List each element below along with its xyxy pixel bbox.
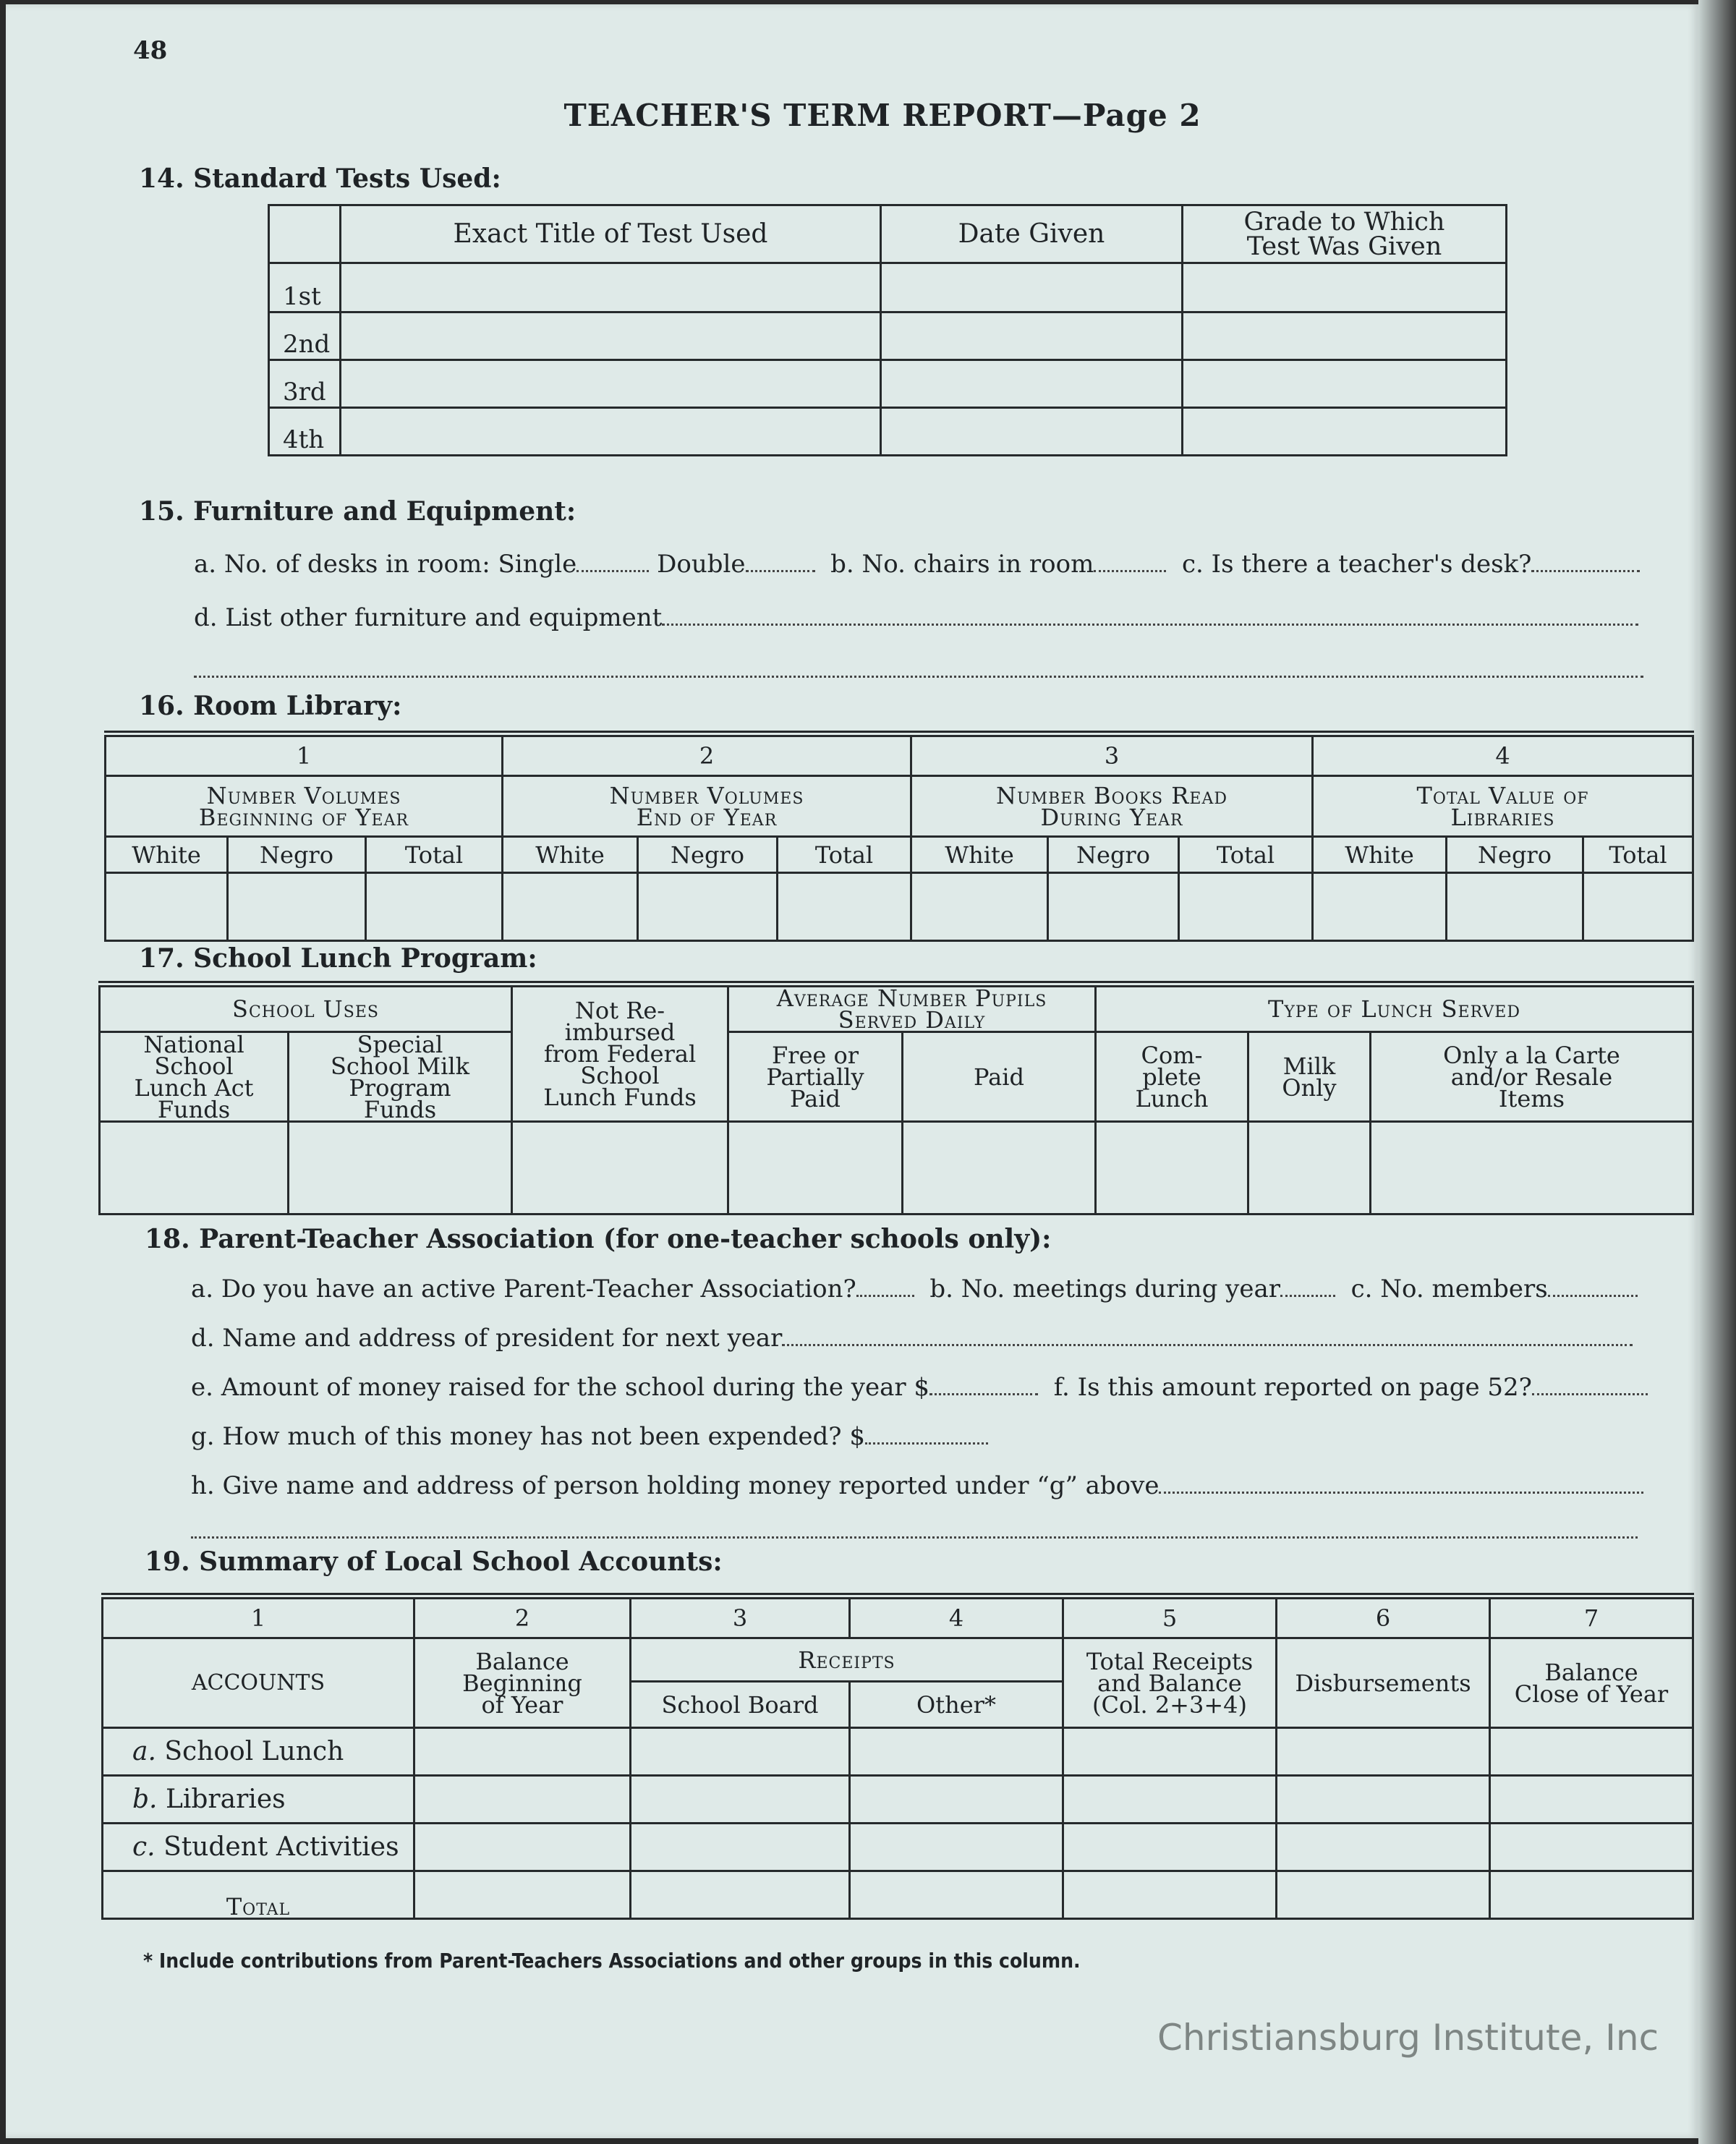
library-cell[interactable]: [1179, 873, 1313, 941]
complete-lunch-header: Com- plete Lunch: [1096, 1032, 1248, 1122]
account-total-cell[interactable]: [1490, 1871, 1693, 1919]
account-cell[interactable]: [414, 1728, 631, 1776]
library-cell[interactable]: [503, 873, 638, 941]
library-cell[interactable]: [911, 873, 1048, 941]
col-num: 1: [103, 1599, 414, 1638]
library-cell[interactable]: [1048, 873, 1179, 941]
page-edge: [1698, 0, 1736, 2144]
white-header: White: [106, 837, 228, 873]
total-row-label: Total: [103, 1871, 414, 1919]
test-row-label: 1st: [269, 263, 341, 312]
col-num: 5: [1063, 1599, 1277, 1638]
teacher-desk-field[interactable]: [1531, 551, 1640, 572]
president-field[interactable]: [782, 1325, 1633, 1346]
books-read-header: Number Books Read During Year: [911, 776, 1313, 837]
account-row-label: a. School Lunch: [103, 1728, 414, 1776]
lunch-cell[interactable]: [1096, 1122, 1248, 1214]
test-row-label: 3rd: [269, 360, 341, 408]
page-number: 48: [133, 36, 168, 65]
date-cell[interactable]: [881, 408, 1183, 456]
library-cell[interactable]: [638, 873, 778, 941]
total-value-header: Total Value of Libraries: [1313, 776, 1693, 837]
white-header: White: [503, 837, 638, 873]
grade-cell[interactable]: [1183, 360, 1507, 408]
money-holder-field[interactable]: [1159, 1473, 1643, 1494]
account-cell[interactable]: [1490, 1824, 1693, 1871]
grade-header: Grade to Which Test Was Given: [1183, 205, 1507, 263]
lunch-cell[interactable]: [512, 1122, 728, 1214]
date-cell[interactable]: [881, 312, 1183, 360]
col-num: 3: [631, 1599, 850, 1638]
volumes-end-header: Number Volumes End of Year: [503, 776, 911, 837]
section-17-heading: 17. School Lunch Program:: [139, 943, 537, 974]
account-cell[interactable]: [850, 1776, 1063, 1824]
negro-header: Negro: [638, 837, 778, 873]
account-total-cell[interactable]: [1277, 1871, 1490, 1919]
free-partial-header: Free or Partially Paid: [728, 1032, 903, 1122]
section-19-heading: 19. Summary of Local School Accounts:: [145, 1547, 723, 1577]
date-cell[interactable]: [881, 263, 1183, 312]
school-board-header: School Board: [631, 1682, 850, 1728]
account-cell[interactable]: [1277, 1728, 1490, 1776]
balance-close-header: Balance Close of Year: [1490, 1638, 1693, 1728]
negro-header: Negro: [1447, 837, 1583, 873]
section-14-heading: 14. Standard Tests Used:: [139, 163, 501, 194]
other-furniture-line: d. List other furniture and equipment: [194, 603, 1638, 632]
account-cell[interactable]: [1063, 1728, 1277, 1776]
col-num: 1: [106, 736, 503, 776]
account-cell[interactable]: [631, 1824, 850, 1871]
test-title-cell[interactable]: [341, 312, 881, 360]
library-cell[interactable]: [1313, 873, 1447, 941]
chairs-field[interactable]: [1094, 551, 1166, 572]
paid-header: Paid: [903, 1032, 1096, 1122]
lunch-cell[interactable]: [1371, 1122, 1693, 1214]
white-header: White: [911, 837, 1048, 873]
col-num: 4: [850, 1599, 1063, 1638]
col-num: 7: [1490, 1599, 1693, 1638]
account-cell[interactable]: [850, 1824, 1063, 1871]
account-cell[interactable]: [850, 1728, 1063, 1776]
lunch-cell[interactable]: [728, 1122, 903, 1214]
test-row-label: 4th: [269, 408, 341, 456]
lunch-cell[interactable]: [1248, 1122, 1371, 1214]
test-title-cell[interactable]: [341, 408, 881, 456]
account-total-cell[interactable]: [850, 1871, 1063, 1919]
not-reimbursed-header: Not Re- imbursed from Federal School Lunch Funds: [512, 987, 728, 1122]
disbursements-header: Disbursements: [1277, 1638, 1490, 1728]
total-header: Total: [1179, 837, 1313, 873]
rule: [98, 981, 1694, 983]
watermark: Christiansburg Institute, Inc: [1157, 2017, 1659, 2059]
pta-line-h: h. Give name and address of person holding money reported under “g” above: [191, 1471, 1643, 1500]
accounts-table: [101, 1597, 1694, 1920]
col-num: 2: [503, 736, 911, 776]
money-holder-field-2[interactable]: [191, 1536, 1638, 1539]
other-furniture-field-2[interactable]: [194, 676, 1643, 678]
col-num: 3: [911, 736, 1313, 776]
test-title-cell[interactable]: [341, 263, 881, 312]
a-la-carte-header: Only a la Carte and/or Resale Items: [1371, 1032, 1693, 1122]
other-header: Other*: [850, 1682, 1063, 1728]
rule: [101, 1593, 1694, 1595]
account-cell[interactable]: [1490, 1776, 1693, 1824]
section-18-heading: 18. Parent-Teacher Association (for one-teacher schools only):: [145, 1224, 1052, 1254]
national-lunch-header: National School Lunch Act Funds: [100, 1032, 289, 1122]
date-cell[interactable]: [881, 360, 1183, 408]
desks-line: a. No. of desks in room: Single Double b. No. chairs in room c. Is there a teacher's desk?: [194, 550, 1640, 579]
negro-header: Negro: [1048, 837, 1179, 873]
pta-line-a: a. Do you have an active Parent-Teacher Association? b. No. meetings during year c. No. members: [191, 1275, 1638, 1303]
grade-cell[interactable]: [1183, 263, 1507, 312]
library-cell[interactable]: [366, 873, 503, 941]
account-row-label: c. Student Activities: [103, 1824, 414, 1871]
account-cell[interactable]: [1063, 1776, 1277, 1824]
account-cell[interactable]: [1277, 1776, 1490, 1824]
meetings-field[interactable]: [1280, 1276, 1335, 1297]
accounts-header: ACCOUNTS: [103, 1638, 414, 1728]
test-title-header: Exact Title of Test Used: [341, 205, 881, 263]
library-cell[interactable]: [228, 873, 366, 941]
footnote: * Include contributions from Parent-Teachers Associations and other groups in this column.: [143, 1949, 1081, 1973]
negro-header: Negro: [228, 837, 366, 873]
section-15-heading: 15. Furniture and Equipment:: [139, 496, 576, 527]
col-num: 4: [1313, 736, 1693, 776]
school-lunch-table: [98, 985, 1694, 1215]
col-num: 2: [414, 1599, 631, 1638]
test-title-cell[interactable]: [341, 360, 881, 408]
account-cell[interactable]: [414, 1776, 631, 1824]
section-16-heading: 16. Room Library:: [139, 691, 402, 721]
total-header: Total: [778, 837, 911, 873]
lunch-cell[interactable]: [903, 1122, 1096, 1214]
school-uses-header: School Uses: [100, 987, 512, 1032]
lunch-cell[interactable]: [100, 1122, 289, 1214]
not-expended-field[interactable]: [865, 1424, 988, 1445]
test-row-label: 2nd: [269, 312, 341, 360]
account-total-cell[interactable]: [414, 1871, 631, 1919]
members-field[interactable]: [1548, 1276, 1638, 1297]
reported-page-field[interactable]: [1532, 1374, 1648, 1395]
white-header: White: [1313, 837, 1447, 873]
balance-begin-header: Balance Beginning of Year: [414, 1638, 631, 1728]
col-num: 6: [1277, 1599, 1490, 1638]
account-cell[interactable]: [1490, 1728, 1693, 1776]
account-cell[interactable]: [631, 1776, 850, 1824]
special-milk-header: Special School Milk Program Funds: [289, 1032, 512, 1122]
account-total-cell[interactable]: [1063, 1871, 1277, 1919]
rule: [104, 731, 1694, 733]
page-title: TEACHER'S TERM REPORT—Page 2: [563, 98, 1201, 133]
lunch-type-header: Type of Lunch Served: [1096, 987, 1693, 1032]
grade-cell[interactable]: [1183, 312, 1507, 360]
date-given-header: Date Given: [881, 205, 1183, 263]
library-cell[interactable]: [1447, 873, 1583, 941]
row-label-header: [269, 205, 341, 263]
library-cell[interactable]: [778, 873, 911, 941]
receipts-header: Receipts: [631, 1638, 1063, 1682]
library-cell[interactable]: [1583, 873, 1693, 941]
library-cell[interactable]: [106, 873, 228, 941]
room-library-table: [104, 735, 1694, 942]
account-row-label: b. Libraries: [103, 1776, 414, 1824]
account-total-cell[interactable]: [631, 1871, 850, 1919]
pta-line-d: d. Name and address of president for next year: [191, 1324, 1633, 1353]
avg-pupils-header: Average Number Pupils Served Daily: [728, 987, 1096, 1032]
account-cell[interactable]: [1277, 1824, 1490, 1871]
pta-line-e: e. Amount of money raised for the school during the year $ f. Is this amount reported on page 52?: [191, 1373, 1648, 1402]
pta-line-g: g. How much of this money has not been expended? $: [191, 1422, 988, 1451]
milk-only-header: Milk Only: [1248, 1032, 1371, 1122]
total-header: Total: [366, 837, 503, 873]
active-pta-field[interactable]: [856, 1276, 914, 1297]
account-cell[interactable]: [631, 1728, 850, 1776]
account-cell[interactable]: [414, 1824, 631, 1871]
standard-tests-table: [268, 204, 1507, 456]
total-header: Total: [1583, 837, 1693, 873]
account-cell[interactable]: [1063, 1824, 1277, 1871]
double-desks-field[interactable]: [746, 551, 815, 572]
total-receipts-header: Total Receipts and Balance (Col. 2+3+4): [1063, 1638, 1277, 1728]
lunch-cell[interactable]: [289, 1122, 512, 1214]
volumes-beginning-header: Number Volumes Beginning of Year: [106, 776, 503, 837]
money-raised-field[interactable]: [929, 1374, 1038, 1395]
other-furniture-field[interactable]: [662, 605, 1638, 626]
grade-cell[interactable]: [1183, 408, 1507, 456]
single-desks-field[interactable]: [576, 551, 649, 572]
